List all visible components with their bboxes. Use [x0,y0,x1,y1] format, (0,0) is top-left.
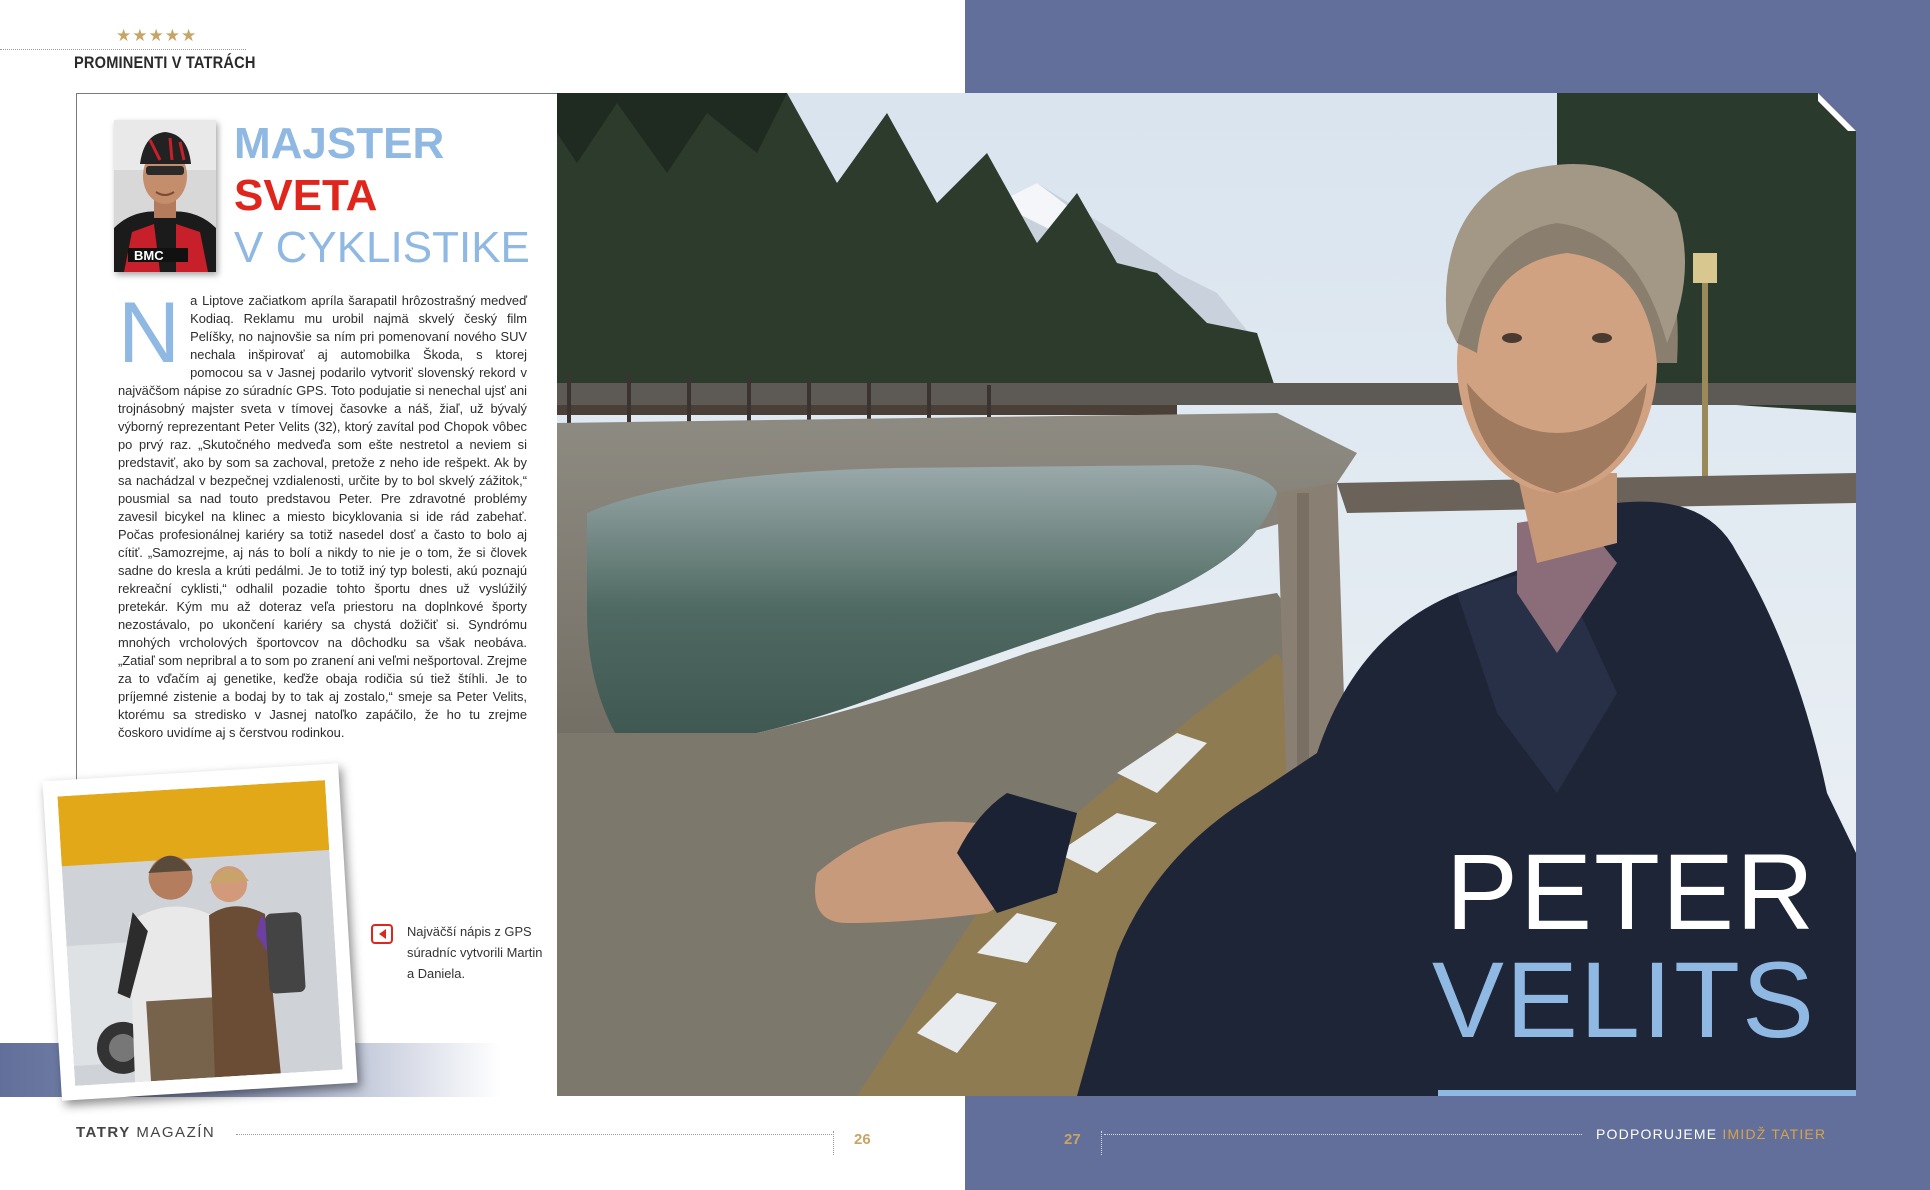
page-left-separator [833,1131,834,1155]
feature-last-name: VELITS [1431,939,1816,1060]
rating-stars: ★★★★★ [116,26,198,45]
feature-name [1431,831,1816,1060]
header-divider [0,49,246,50]
article-headline [234,118,530,274]
couple-photo [57,780,342,1086]
article-body-text: a Liptove začiatkom apríla šarapatil hrôzostrašný medveď Kodiaq. Reklamu mu urobil najmä skvelý český film Pelíšky, no najnovšie sa ním pri pomenovaní nového SUV nechala inšpirovať aj automobilka Škoda, s ktorej pomocou sa v Jasnej podarilo vytvoriť slovenský rekord v najväčšom nápise zo súradníc GPS. Toto podujatie si nenechal ujsť ani trojnásobný majster sveta v tímovej časovke a náš, žiaľ, už bývalý výborný reprezentant Peter Velits (32), ktorý zavítal pod Chopok vôbec po prvý raz. „Skutočného medveďa som ešte nestretol a neviem si predstaviť, ako by som sa zachoval, pretože z neho ide rešpekt. Ak by sa nachádzal v bezpečnej vzdialenosti, určite by to bol skvelý zážitok,“ pousmial sa nad touto predstavou Peter. Pre zdravotné problémy zavesil bicykel na klinec a miesto bicyklovania si ide rád zabehať. Počas profesionálnej kariéry sa totiž nasedel dosť a často to bolo aj cítiť. „Samozrejme, aj nás to bolí a nikdy to nie je o tom, že si človek sadne do kresla a krúti pedálmi. Je to totiž iný typ bolesti, akú poznajú rekreační cyklisti,“ odhalil pozadie tohto športu dnes už vyslúžilý pretekár. Kým mu až doteraz veľa priestoru na doplnkové športy nezostávalo, po ukončení kariéry sa chystá dožičiť si. Syndrómu mnohých vrcholových športovcov na dôchodku sa však neobáva. „Zatiaľ som nepribral a to som po zranení ani veľmi nešportoval. Zrejme za to vďačím aj genetike, keďže obaja rodičia sú tiež štíhli. Je to príjemné zistenie a bodaj by to tak aj zostalo,“ smeje sa Peter Velits, ktorému sa stredisko v Jasnej natoľko zapáčilo, že ho tu zrejme čoskoro uvidíme aj s čerstvou rodinkou. [118,293,527,740]
svg-text:BMC: BMC [134,248,164,263]
slogan-white: PODPORUJEME [1596,1126,1718,1142]
page-right-separator [1101,1131,1102,1155]
feature-first-name: PETER [1445,831,1816,952]
article-body [118,285,527,742]
footer-right-divider [1104,1134,1582,1135]
magazine-brand [76,1124,215,1141]
page-number-left: 26 [854,1131,871,1148]
headline-line-3: V CYKLISTIKE [234,223,530,272]
page-number-right: 27 [1064,1131,1081,1148]
headline-line-1: MAJSTER [234,119,445,168]
cyclist-portrait-photo [114,120,216,272]
drop-cap: N [118,285,181,381]
footer-slogan [1596,1126,1826,1142]
headline-line-2: SVETA [234,171,378,220]
brand-light: MAGAZÍN [136,1124,216,1141]
page-corner-fold [1818,93,1856,131]
caption-arrow-icon [371,924,393,944]
brand-bold: TATRY [76,1124,131,1141]
slogan-accent: IMIDŽ TATIER [1722,1126,1827,1142]
section-title: PROMINENTI V TATRÁCH [74,53,256,72]
polaroid-photo-frame [43,763,358,1100]
footer-left-divider [236,1134,832,1135]
name-underline [1438,1090,1856,1096]
photo-caption: Najväčší nápis z GPS súradníc vytvorili Martin a Daniela. [407,924,543,981]
